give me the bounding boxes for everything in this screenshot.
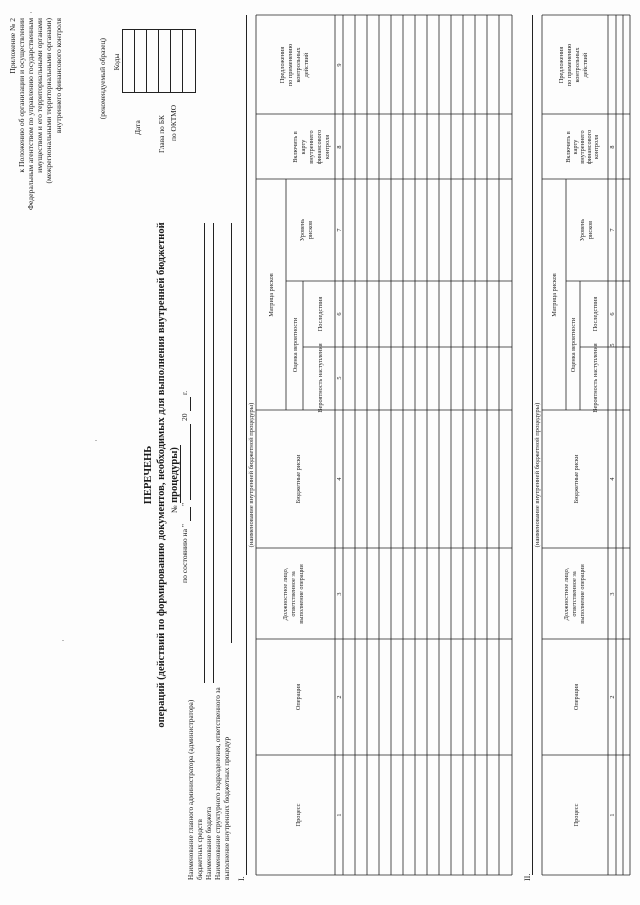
header-level: рисков: [587, 220, 594, 240]
admin-label-2: бюджетных средств: [196, 819, 204, 880]
date-label: Дата: [133, 120, 142, 135]
header-consequences: Последствия: [592, 296, 599, 332]
column-number: 6: [609, 312, 616, 316]
appendix-text: (межрегиональными территориальными органами): [44, 18, 54, 184]
header-probability: Вероятность наступления: [317, 343, 324, 413]
column-number: 1: [609, 813, 616, 817]
column-number: 1: [336, 813, 343, 817]
recommended-sample: (рекомендуемый образец): [98, 38, 107, 120]
header-process: Процесс: [295, 803, 302, 827]
header-proposals: по применению: [287, 43, 294, 87]
column-number: 3: [609, 592, 616, 596]
header-process: Процесс: [573, 803, 580, 827]
header-assessment: Оценка вероятности: [570, 317, 577, 373]
header-include: карту: [300, 139, 307, 155]
division-label: Наименование структурного подразделения, ответственного за: [214, 687, 222, 880]
number-label: №: [170, 505, 179, 513]
header-risks: Бюджетные риски: [573, 454, 580, 504]
scan-speck: [95, 440, 97, 441]
header-proposals: Предложения: [558, 46, 565, 84]
header-probability: Вероятность наступления: [592, 343, 599, 413]
header-include: Включить в: [565, 131, 572, 163]
header-proposals: действий: [303, 52, 310, 78]
table-header-2: [551, 44, 600, 827]
header-level: Уровень: [579, 218, 586, 242]
column-number: 5: [609, 343, 616, 347]
column-number: 6: [336, 312, 343, 316]
header-operation: Операция: [295, 683, 302, 711]
codes-label: Коды: [112, 53, 121, 71]
bk-label: Глава по БК: [157, 115, 166, 153]
header-official: ответственное за: [290, 571, 297, 617]
header-include: Включить в: [292, 131, 299, 163]
scan-speck: [62, 640, 64, 641]
header-proposals: контрольных: [295, 47, 302, 83]
column-number: 3: [336, 592, 343, 596]
header-level: Уровень: [299, 218, 306, 242]
header-matrix: Матрица рисков: [551, 273, 558, 317]
column-number: 2: [336, 695, 343, 699]
header-official: ответственное за: [571, 571, 578, 617]
header-official: выполнение операции: [298, 564, 305, 624]
header-include: карту: [572, 139, 579, 155]
header-official: Должностное лицо,: [282, 567, 289, 621]
column-number: 9: [336, 63, 343, 67]
header-assessment: Оценка вероятности: [292, 317, 299, 373]
section-number: I.: [237, 876, 246, 881]
oktmo-label: по ОКТМО: [169, 104, 178, 141]
header-proposals: действий: [582, 52, 589, 78]
budget-label: Наименование бюджета: [205, 806, 213, 880]
header-proposals: Предложения: [279, 46, 286, 84]
year-suffix: г.: [180, 390, 189, 395]
title-main: ПЕРЕЧЕНЬ: [143, 445, 154, 505]
header-matrix: Матрица рисков: [268, 273, 275, 317]
column-number: 7: [609, 228, 616, 232]
header-consequences: Последствия: [317, 296, 324, 332]
header-risks: Бюджетные риски: [295, 454, 302, 504]
header-include: контроля: [593, 134, 600, 160]
appendix-text: внутреннего финансового контроля: [53, 18, 63, 134]
header-proposals: контрольных: [574, 47, 581, 83]
header-official: выполнение операции: [579, 564, 586, 624]
header-include: внутреннего: [308, 130, 315, 164]
header-include: финансового: [316, 129, 323, 165]
division-label-2: выполнение внутренних бюджетных процедур: [223, 736, 231, 880]
column-number: 7: [336, 228, 343, 232]
column-number: 4: [336, 477, 343, 481]
header-include: внутреннего: [579, 130, 586, 164]
section-caption: (наименование внутренней бюджетной процедуры): [534, 402, 541, 548]
section-caption: (наименование внутренней бюджетной процедуры): [248, 402, 255, 548]
column-number: 2: [609, 695, 616, 699]
appendix-text: Федеральным агентством по управлению государственным: [26, 18, 36, 210]
column-number: 5: [336, 376, 343, 380]
admin-label: Наименование главного администратора (администратора): [187, 699, 195, 880]
column-number: 8: [609, 145, 616, 149]
header-proposals: по применению: [566, 43, 573, 87]
column-number: 4: [609, 477, 616, 481]
header-include: финансового: [586, 129, 593, 165]
column-numbers-2: [609, 145, 616, 816]
date-quote: ": [180, 502, 189, 506]
year-prefix: 20: [180, 413, 189, 421]
title-subtitle: операций (действий по формированию документов, необходимых для выполнения внутренней бюджетной процедуры): [156, 222, 181, 728]
section-number: II.: [523, 873, 532, 881]
header-include: контроля: [324, 134, 331, 160]
header-official: Должностное лицо,: [563, 567, 570, 621]
header-operation: Операция: [573, 683, 580, 711]
scan-speck: [30, 12, 32, 13]
header-level: рисков: [307, 220, 314, 240]
appendix-text: к Положению об организации и осуществлении: [17, 18, 27, 173]
appendix-number: Приложение № 2: [8, 18, 17, 74]
appendix-text: имуществом и его территориальными органами: [35, 18, 45, 173]
date-prefix: по состоянию на ": [180, 524, 189, 583]
column-number: 8: [336, 145, 343, 149]
